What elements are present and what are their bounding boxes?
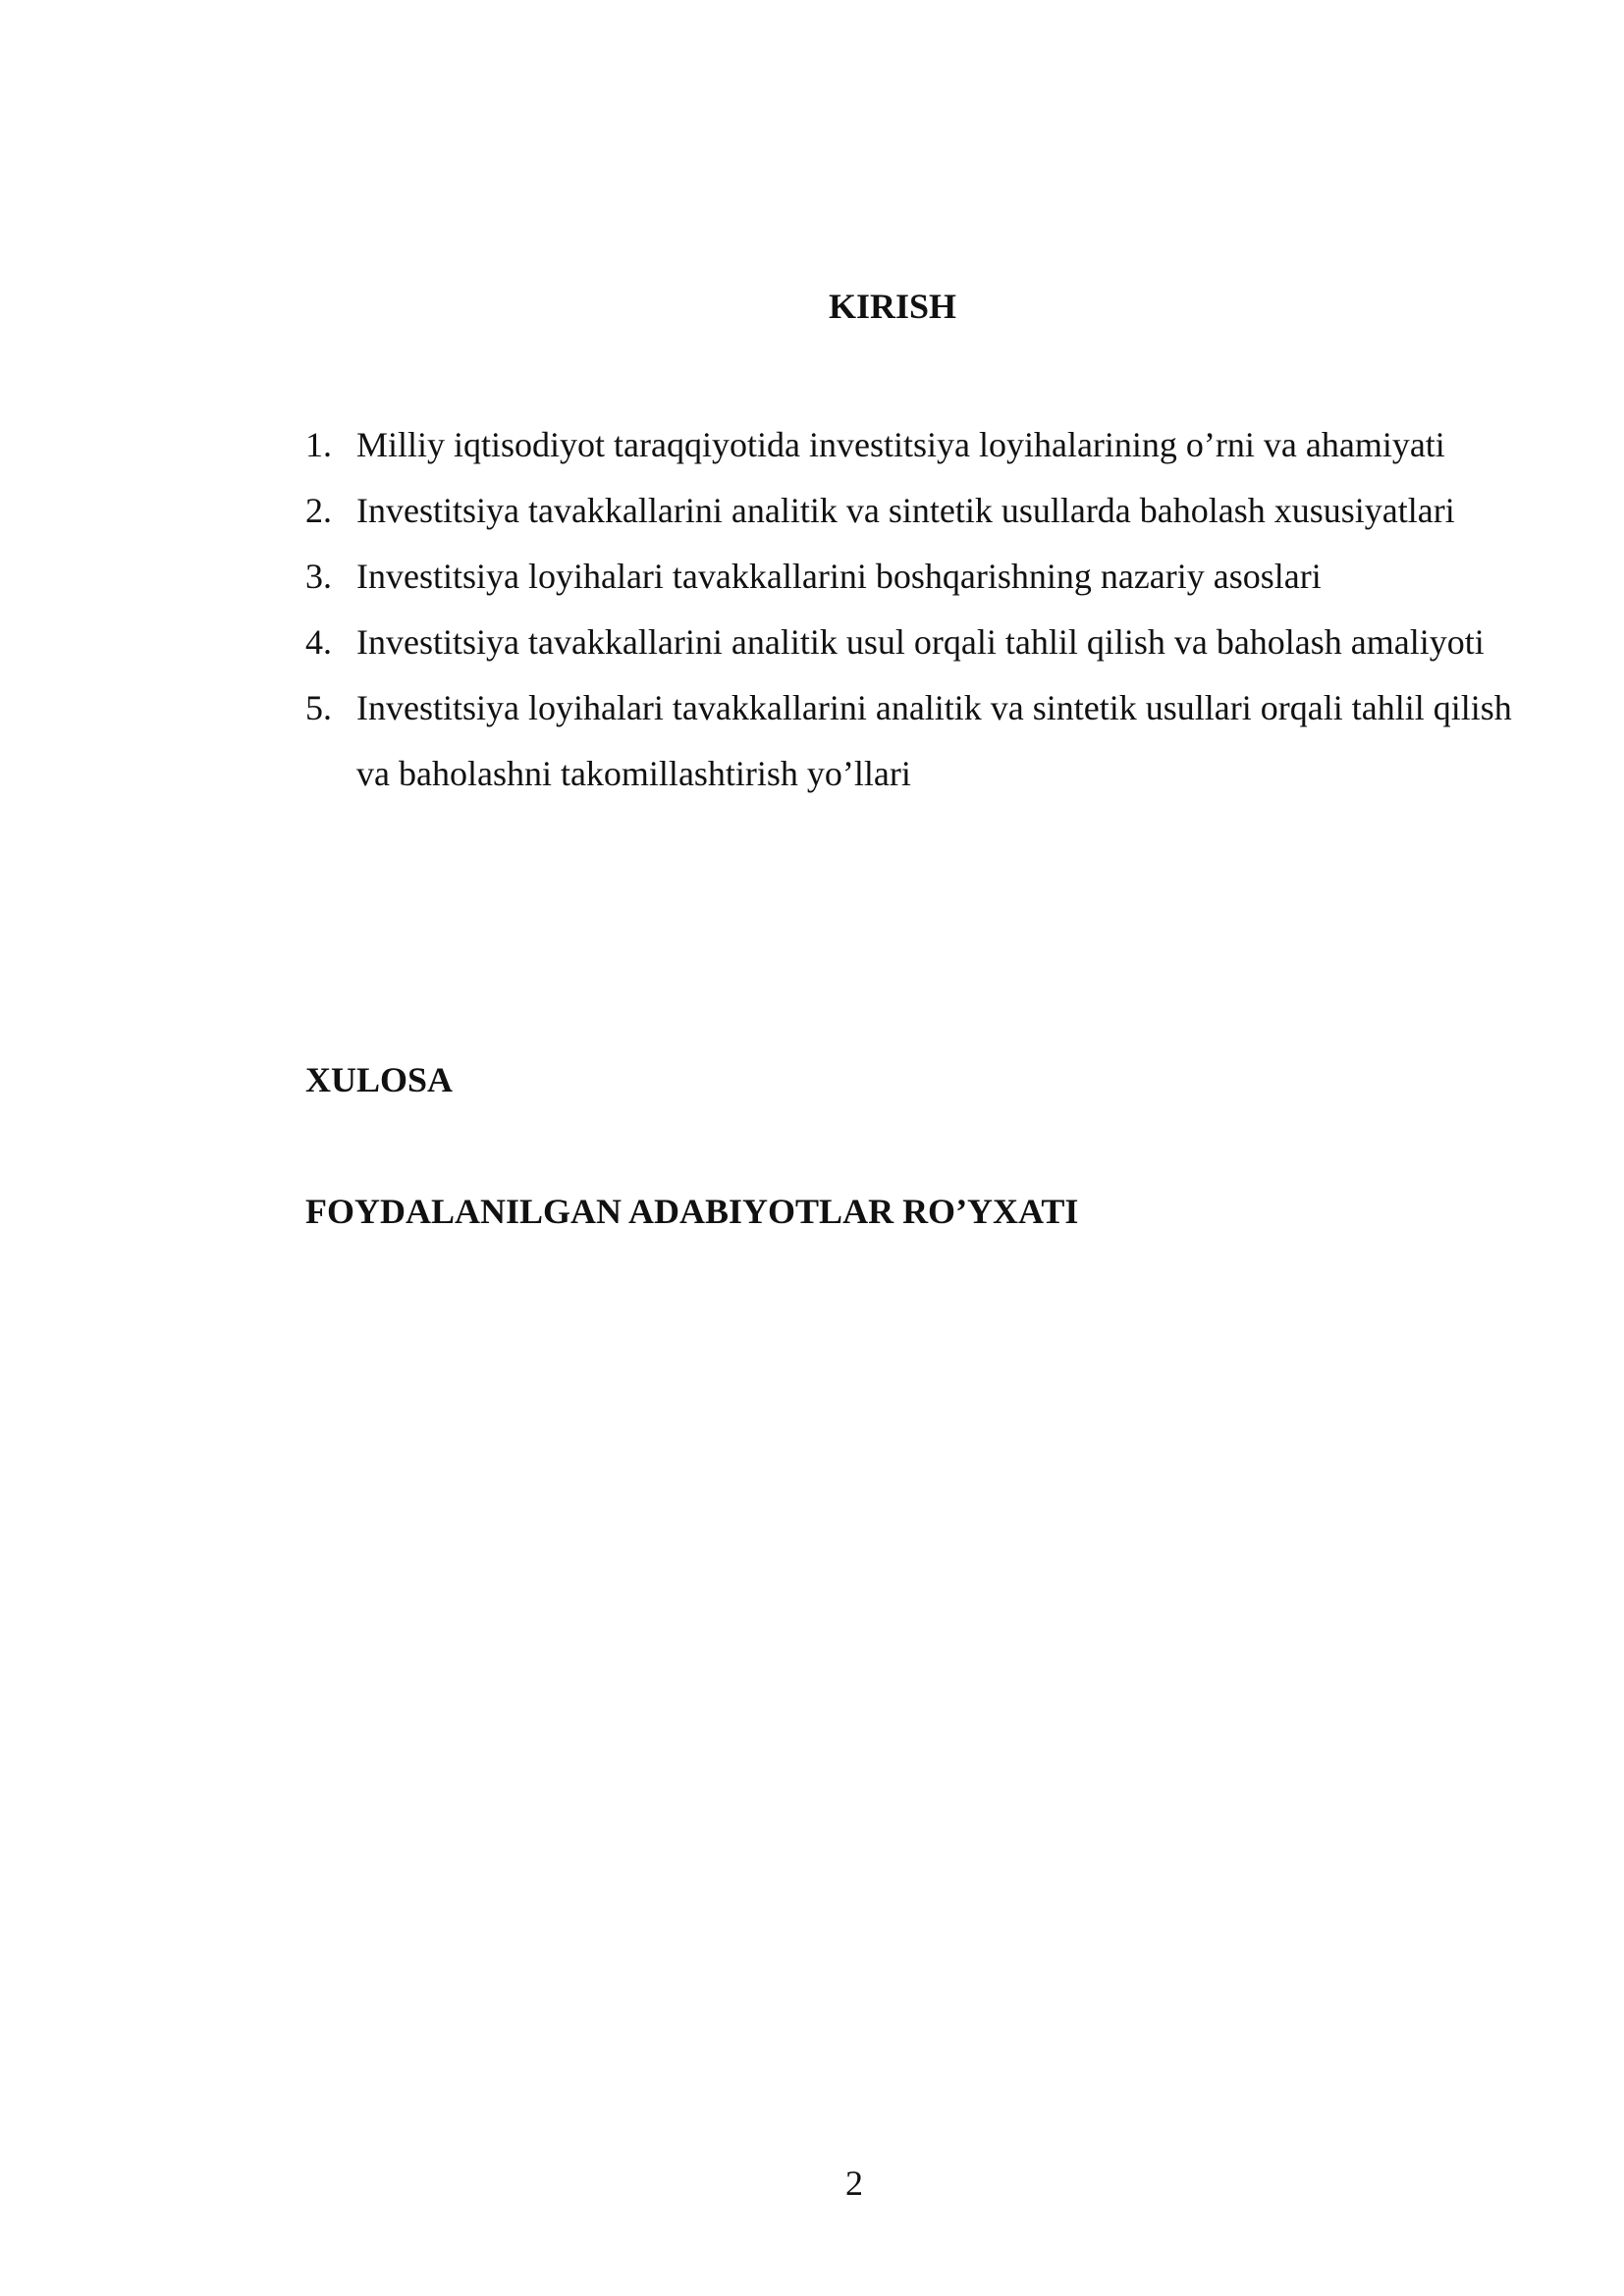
toc-item-number: 4. [305, 622, 332, 662]
toc-item-number: 5. [305, 688, 332, 727]
conclusion-heading: XULOSA [305, 1060, 454, 1099]
toc-item-1 [305, 412, 1533, 478]
toc-item-text: Investitsiya loyihalari tavakkallarini boshqarishning nazariy asoslari [356, 557, 1322, 596]
toc-item-4 [305, 610, 1533, 675]
toc-item-text: Investitsiya tavakkallarini analitik va sintetik usullarda baholash xususiyatlari [356, 491, 1455, 530]
page-number: 2 [845, 2163, 863, 2203]
toc-item-text: Investitsiya tavakkallarini analitik usul orqali tahlil qilish va baholash amaliyoti [356, 622, 1485, 662]
toc-item-number: 3. [305, 557, 332, 596]
references-heading: FOYDALANILGAN ADABIYOTLAR RO’YXATI [305, 1192, 1079, 1231]
toc-item-number: 2. [305, 491, 332, 530]
table-of-contents [305, 412, 1533, 807]
toc-item-3 [305, 544, 1533, 610]
toc-item-text: Investitsiya loyihalari tavakkallarini analitik va sintetik usullari orqali tahlil qilish va baholashni takomillashtirish yo’llari [356, 688, 1512, 793]
intro-heading: KIRISH [828, 287, 957, 326]
toc-item-number: 1. [305, 425, 332, 464]
toc-item-2 [305, 478, 1533, 544]
toc-item-text: Milliy iqtisodiyot taraqqiyotida investitsiya loyihalarining o’rni va ahamiyati [356, 425, 1445, 464]
toc-item-5 [305, 675, 1533, 807]
